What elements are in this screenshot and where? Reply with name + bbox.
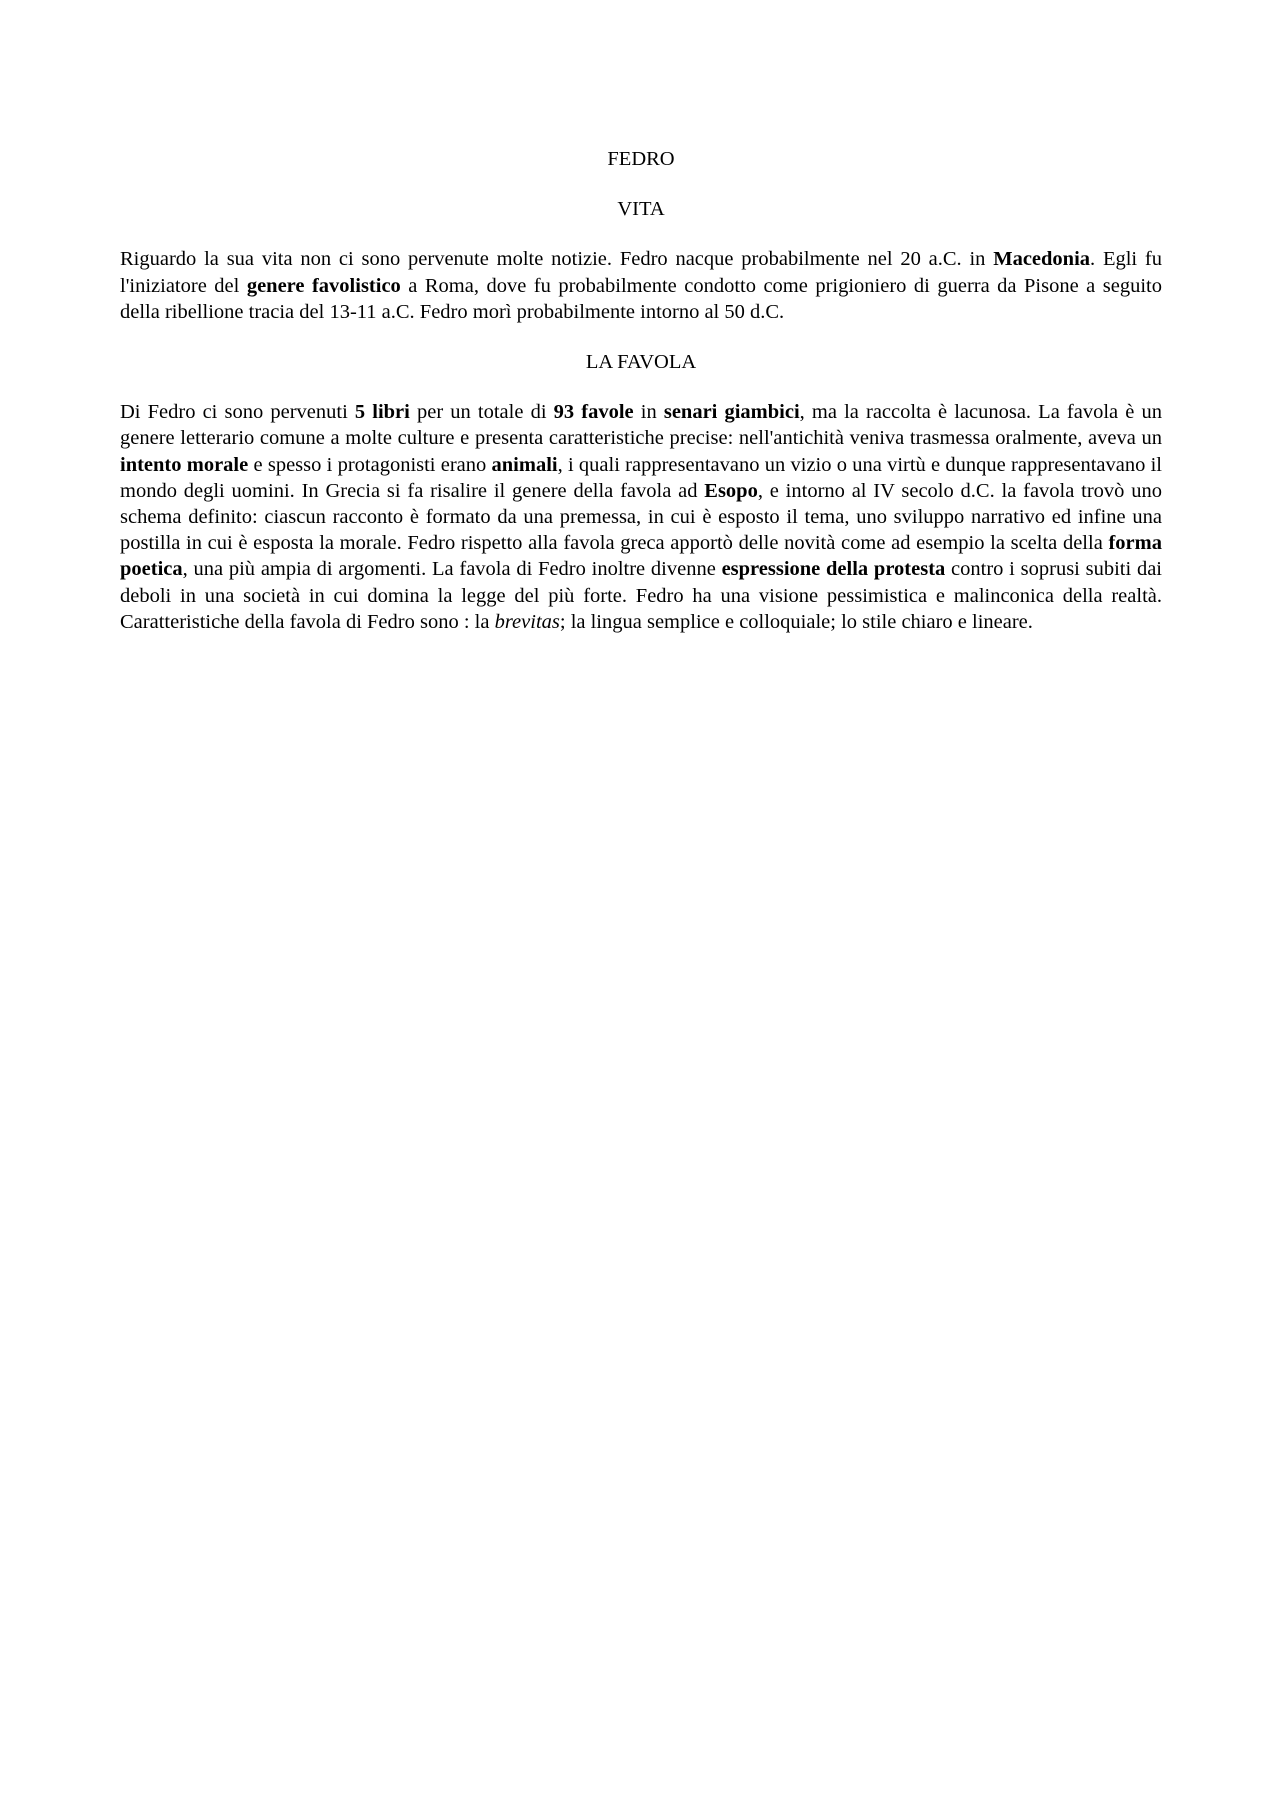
text-run: ; la lingua semplice e colloquiale; lo stile chiaro e lineare. — [559, 610, 1033, 633]
text-run: , una più ampia di argomenti. La favola di Fedro inoltre divenne — [182, 558, 722, 581]
bold-term-intento-morale: intento morale — [120, 453, 249, 476]
text-run: per un totale di — [409, 401, 554, 424]
text-run: , i quali rappresentavano un vizio o una virtù e dunque rappresentavano il mondo degli uomini. In Grecia si fa risalire il genere della favola ad — [120, 453, 1162, 502]
text-run: Riguardo la sua vita non ci sono pervenute molte notizie. Fedro nacque probabilmente nel 20 a.C. in — [120, 248, 994, 271]
italic-term-brevitas: brevitas — [494, 610, 560, 633]
text-run: in — [633, 401, 664, 424]
text-run: e spesso i protagonisti erano — [248, 453, 492, 476]
text-run: a Roma, dove fu probabilmente condotto come prigioniero di guerra da Pisone a seguito della ribellione tracia del 13-11 a.C. Fedro morì probabilmente intorno al 50 d.C. — [120, 274, 1162, 323]
document-title: FEDRO — [607, 148, 675, 170]
paragraph-la-favola — [120, 399, 1162, 635]
bold-term-5-libri: 5 libri — [354, 401, 410, 424]
text-run: , ma la raccolta è lacunosa. La favola è un genere letterario comune a molte culture e presenta caratteristiche precise: nell'antichità veniva trasmessa oralmente, aveva un — [120, 401, 1162, 450]
bold-term-espressione-della-protesta: espressione della protesta — [721, 558, 946, 581]
section-heading-vita: VITA — [617, 198, 665, 221]
bold-term-forma-poetica: forma poetica — [120, 532, 1162, 581]
text-run: . Egli fu l'iniziatore del — [120, 248, 1162, 297]
text-run: , e intorno al IV secolo d.C. la favola trovò uno schema definito: ciascun racconto è formato da una premessa, in cui è esposto il tema, uno sviluppo narrativo ed infine una postilla in cui è esposta la morale. Fedro rispetto alla favola greca apportò delle novità come ad esempio la scelta della — [120, 479, 1162, 555]
section-heading-la-favola: LA FAVOLA — [585, 351, 697, 374]
bold-term-animali: animali — [491, 453, 558, 476]
bold-term-esopo: Esopo — [704, 479, 758, 502]
bold-term-senari-giambici: senari giambici — [663, 401, 800, 424]
bold-term-genere-favolistico: genere favolistico — [246, 274, 401, 297]
text-run: contro i soprusi subiti dai deboli in una società in cui domina la legge del più forte. Fedro ha una visione pessimistica e malinconica della realtà. Caratteristiche della favola di Fedro sono : la — [120, 558, 1162, 633]
bold-term-93-favole: 93 favole — [553, 401, 634, 424]
document-body — [120, 146, 1162, 659]
bold-term-macedonia: Macedonia — [993, 248, 1091, 271]
paragraph-vita — [120, 246, 1162, 325]
text-run: Di Fedro ci sono pervenuti — [120, 401, 355, 424]
